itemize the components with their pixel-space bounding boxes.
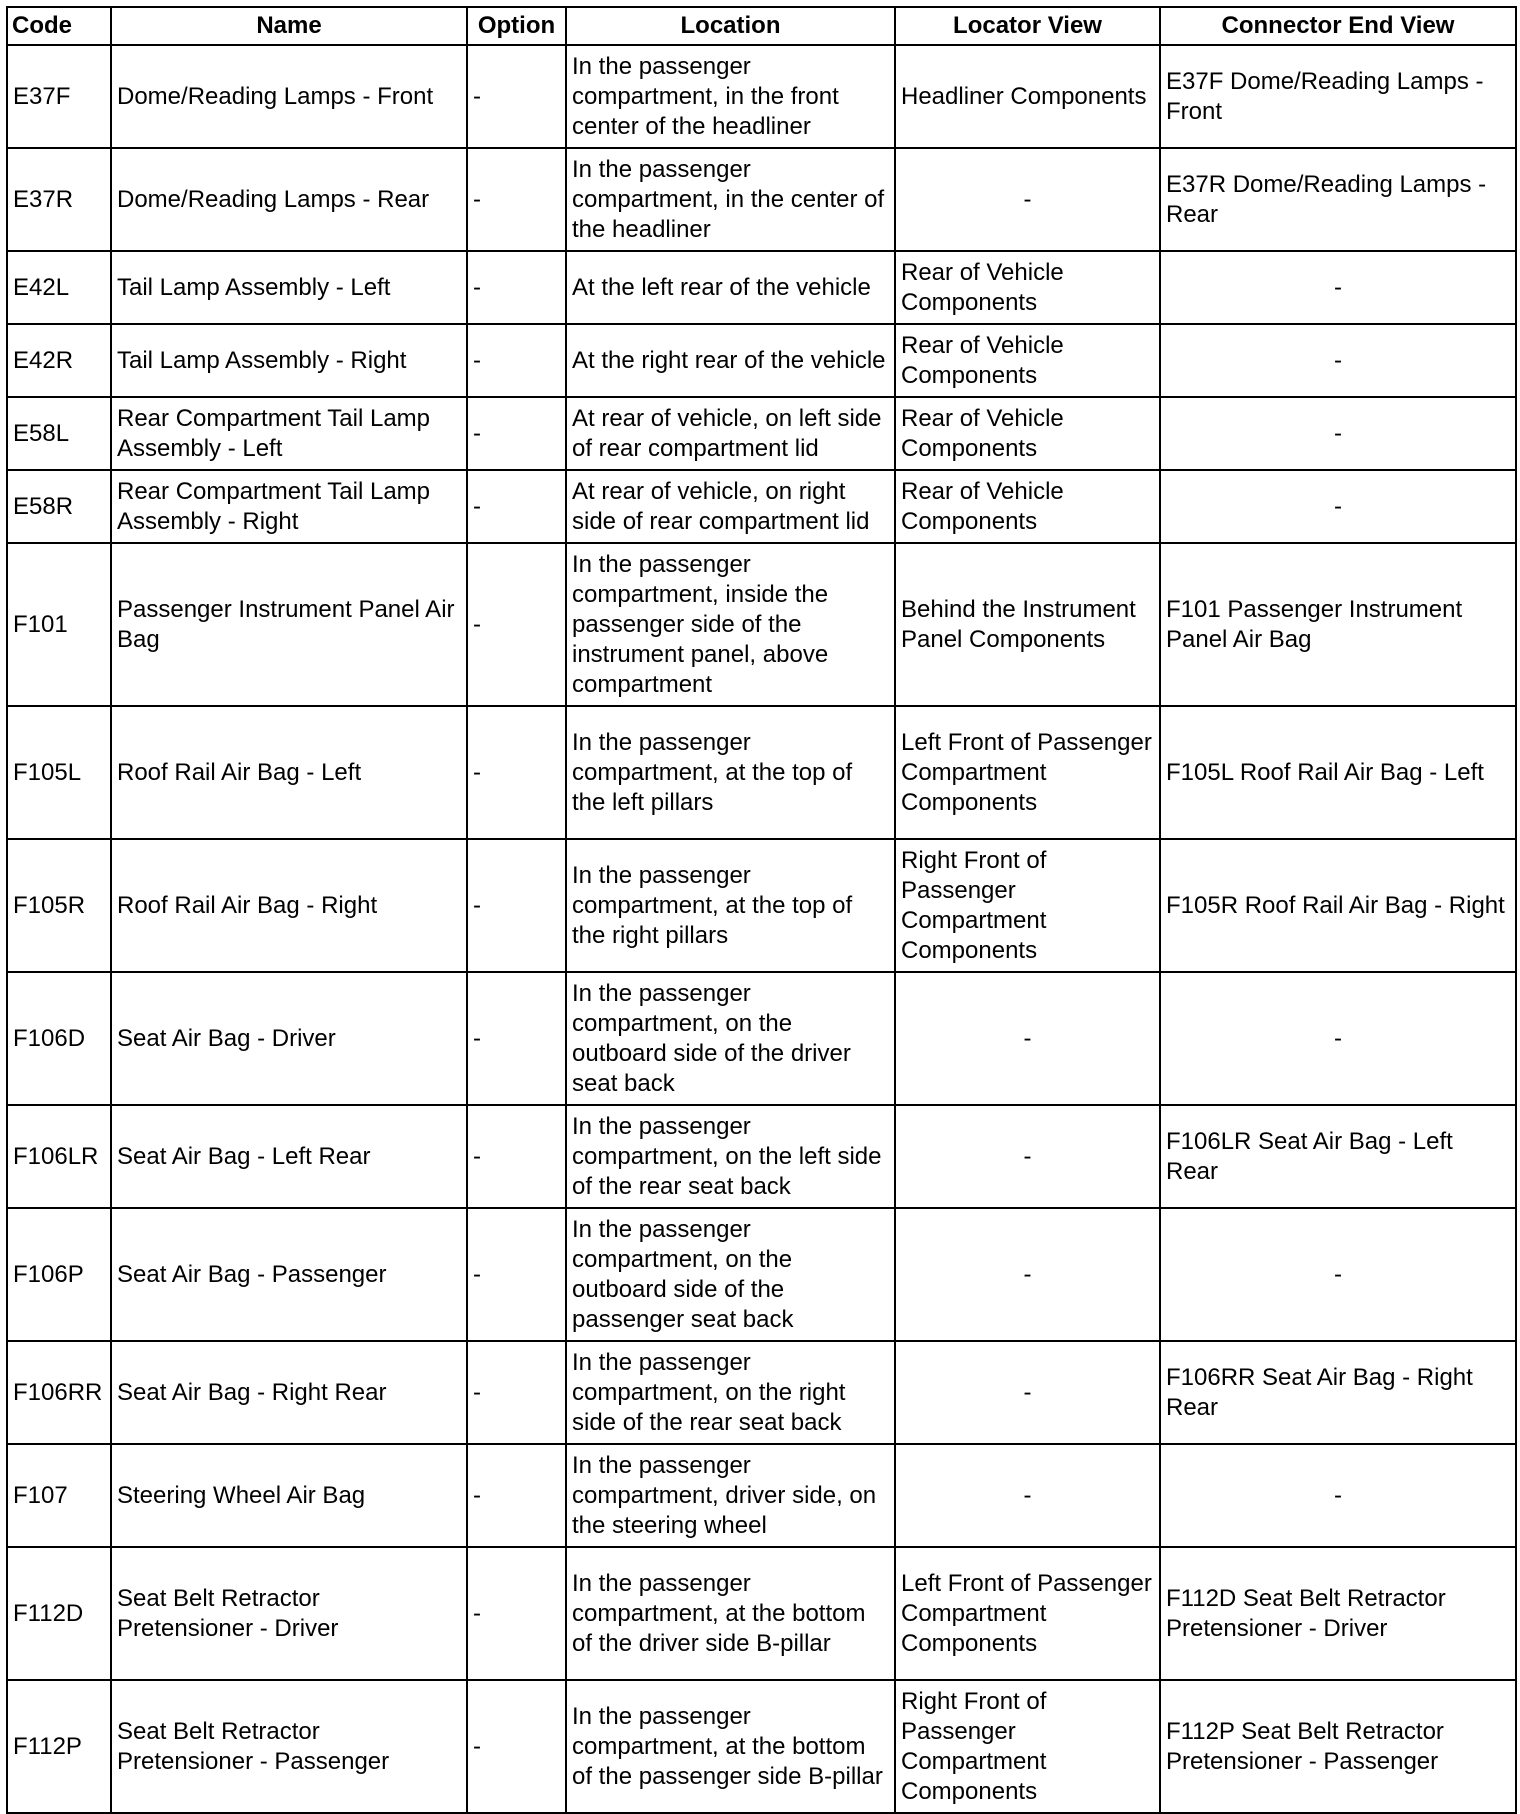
cell-option: - [467, 1208, 566, 1341]
table-row [7, 1680, 1516, 1813]
cell-name: Dome/Reading Lamps - Rear [111, 148, 467, 251]
table-row [7, 148, 1516, 251]
cell-location: In the passenger compartment, in the center of the headliner [566, 148, 895, 251]
cell-locator-view: - [895, 1341, 1160, 1444]
cell-code: F106RR [7, 1341, 111, 1444]
cell-name: Seat Belt Retractor Pretensioner - Driver [111, 1547, 467, 1680]
table-row [7, 45, 1516, 148]
cell-location: In the passenger compartment, inside the passenger side of the instrument panel, above compartment [566, 543, 895, 706]
cell-option: - [467, 706, 566, 839]
cell-option: - [467, 251, 566, 324]
cell-location: At rear of vehicle, on right side of rear compartment lid [566, 470, 895, 543]
cell-connector-end-view[interactable]: E37F Dome/Reading Lamps - Front [1160, 45, 1516, 148]
cell-code: E58L [7, 397, 111, 470]
cell-connector-end-view[interactable]: F105R Roof Rail Air Bag - Right [1160, 839, 1516, 972]
cell-locator-view[interactable]: Right Front of Passenger Compartment Components [895, 1680, 1160, 1813]
cell-code: F105R [7, 839, 111, 972]
cell-connector-end-view[interactable]: E37R Dome/Reading Lamps - Rear [1160, 148, 1516, 251]
cell-location: In the passenger compartment, at the top of the left pillars [566, 706, 895, 839]
cell-option: - [467, 470, 566, 543]
cell-location: In the passenger compartment, on the right side of the rear seat back [566, 1341, 895, 1444]
cell-locator-view: - [895, 148, 1160, 251]
cell-locator-view: - [895, 1105, 1160, 1208]
cell-name: Tail Lamp Assembly - Left [111, 251, 467, 324]
table-row [7, 1444, 1516, 1547]
cell-locator-view: - [895, 1444, 1160, 1547]
column-header-location: Location [566, 7, 895, 45]
cell-locator-view[interactable]: Left Front of Passenger Compartment Components [895, 706, 1160, 839]
cell-name: Seat Air Bag - Right Rear [111, 1341, 467, 1444]
cell-name: Seat Air Bag - Passenger [111, 1208, 467, 1341]
cell-option: - [467, 324, 566, 397]
cell-name: Seat Air Bag - Driver [111, 972, 467, 1105]
cell-location: At rear of vehicle, on left side of rear compartment lid [566, 397, 895, 470]
column-header-name: Name [111, 7, 467, 45]
column-header-code: Code [7, 7, 111, 45]
cell-option: - [467, 1105, 566, 1208]
cell-connector-end-view[interactable]: F105L Roof Rail Air Bag - Left [1160, 706, 1516, 839]
table-row [7, 1208, 1516, 1341]
cell-connector-end-view[interactable]: F106RR Seat Air Bag - Right Rear [1160, 1341, 1516, 1444]
cell-code: F105L [7, 706, 111, 839]
cell-location: In the passenger compartment, on the outboard side of the passenger seat back [566, 1208, 895, 1341]
cell-connector-end-view: - [1160, 251, 1516, 324]
cell-connector-end-view[interactable]: F112D Seat Belt Retractor Pretensioner - Driver [1160, 1547, 1516, 1680]
cell-name: Roof Rail Air Bag - Left [111, 706, 467, 839]
cell-name: Steering Wheel Air Bag [111, 1444, 467, 1547]
column-header-locator-view: Locator View [895, 7, 1160, 45]
cell-code: E37R [7, 148, 111, 251]
cell-locator-view[interactable]: Rear of Vehicle Components [895, 251, 1160, 324]
table-row [7, 706, 1516, 839]
cell-location: In the passenger compartment, at the bottom of the driver side B-pillar [566, 1547, 895, 1680]
cell-connector-end-view: - [1160, 972, 1516, 1105]
table-row [7, 1105, 1516, 1208]
cell-code: E42L [7, 251, 111, 324]
cell-location: In the passenger compartment, on the outboard side of the driver seat back [566, 972, 895, 1105]
table-row [7, 543, 1516, 706]
cell-option: - [467, 972, 566, 1105]
cell-option: - [467, 397, 566, 470]
cell-connector-end-view: - [1160, 397, 1516, 470]
table-row [7, 324, 1516, 397]
table-row [7, 972, 1516, 1105]
cell-connector-end-view: - [1160, 324, 1516, 397]
table-row [7, 1547, 1516, 1680]
cell-option: - [467, 1341, 566, 1444]
cell-name: Seat Air Bag - Left Rear [111, 1105, 467, 1208]
cell-location: In the passenger compartment, on the left side of the rear seat back [566, 1105, 895, 1208]
cell-connector-end-view: - [1160, 1444, 1516, 1547]
table-row [7, 397, 1516, 470]
cell-connector-end-view[interactable]: F106LR Seat Air Bag - Left Rear [1160, 1105, 1516, 1208]
cell-locator-view[interactable]: Headliner Components [895, 45, 1160, 148]
cell-connector-end-view: - [1160, 1208, 1516, 1341]
cell-code: F106P [7, 1208, 111, 1341]
cell-option: - [467, 1444, 566, 1547]
cell-code: F112D [7, 1547, 111, 1680]
cell-locator-view: - [895, 972, 1160, 1105]
cell-location: In the passenger compartment, driver side, on the steering wheel [566, 1444, 895, 1547]
cell-location: In the passenger compartment, at the bottom of the passenger side B-pillar [566, 1680, 895, 1813]
cell-location: In the passenger compartment, in the front center of the headliner [566, 45, 895, 148]
cell-code: F112P [7, 1680, 111, 1813]
cell-name: Roof Rail Air Bag - Right [111, 839, 467, 972]
cell-location: At the right rear of the vehicle [566, 324, 895, 397]
table-row [7, 470, 1516, 543]
cell-locator-view[interactable]: Rear of Vehicle Components [895, 397, 1160, 470]
cell-name: Seat Belt Retractor Pretensioner - Passenger [111, 1680, 467, 1813]
cell-name: Tail Lamp Assembly - Right [111, 324, 467, 397]
cell-name: Rear Compartment Tail Lamp Assembly - Right [111, 470, 467, 543]
cell-code: F106D [7, 972, 111, 1105]
connector-table [6, 6, 1517, 1814]
cell-locator-view[interactable]: Left Front of Passenger Compartment Components [895, 1547, 1160, 1680]
cell-code: E58R [7, 470, 111, 543]
table-row [7, 839, 1516, 972]
cell-code: F107 [7, 1444, 111, 1547]
cell-locator-view[interactable]: Right Front of Passenger Compartment Components [895, 839, 1160, 972]
cell-name: Passenger Instrument Panel Air Bag [111, 543, 467, 706]
cell-name: Dome/Reading Lamps - Front [111, 45, 467, 148]
column-header-connector-end-view: Connector End View [1160, 7, 1516, 45]
cell-connector-end-view: - [1160, 470, 1516, 543]
cell-locator-view[interactable]: Behind the Instrument Panel Components [895, 543, 1160, 706]
cell-connector-end-view[interactable]: F112P Seat Belt Retractor Pretensioner - Passenger [1160, 1680, 1516, 1813]
cell-name: Rear Compartment Tail Lamp Assembly - Left [111, 397, 467, 470]
cell-location: In the passenger compartment, at the top of the right pillars [566, 839, 895, 972]
cell-code: F101 [7, 543, 111, 706]
cell-option: - [467, 839, 566, 972]
table-row [7, 1341, 1516, 1444]
cell-location: At the left rear of the vehicle [566, 251, 895, 324]
cell-connector-end-view[interactable]: F101 Passenger Instrument Panel Air Bag [1160, 543, 1516, 706]
cell-option: - [467, 45, 566, 148]
header-row [7, 7, 1516, 45]
cell-code: E42R [7, 324, 111, 397]
table-row [7, 251, 1516, 324]
cell-locator-view[interactable]: Rear of Vehicle Components [895, 470, 1160, 543]
cell-option: - [467, 1680, 566, 1813]
cell-option: - [467, 148, 566, 251]
cell-option: - [467, 543, 566, 706]
cell-locator-view[interactable]: Rear of Vehicle Components [895, 324, 1160, 397]
cell-option: - [467, 1547, 566, 1680]
cell-locator-view: - [895, 1208, 1160, 1341]
cell-code: E37F [7, 45, 111, 148]
column-header-option: Option [467, 7, 566, 45]
cell-code: F106LR [7, 1105, 111, 1208]
